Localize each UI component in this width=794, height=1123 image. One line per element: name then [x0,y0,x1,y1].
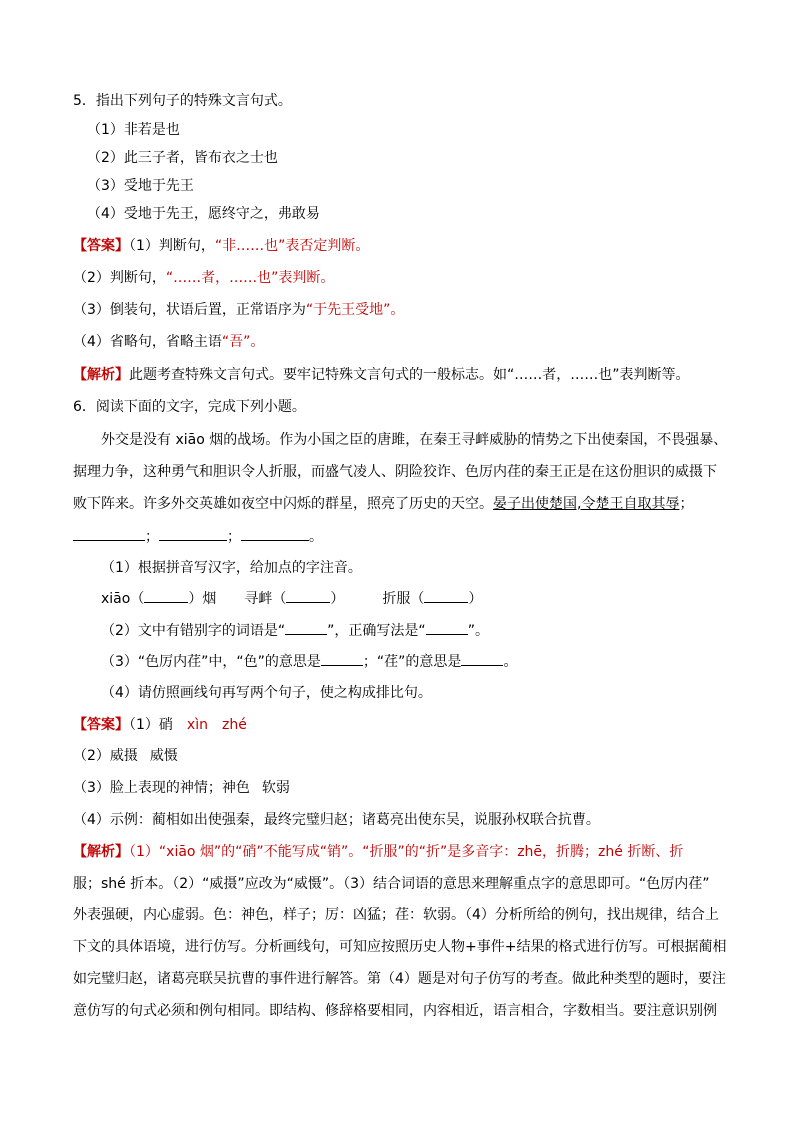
passage-line-2: 据理力争，这种勇气和胆识令人折服，而盛气凌人、阴险狡诈、色厉内荏的秦王正是在这份胆识的威摄下 [73,464,717,480]
answer-blank[interactable] [73,526,145,541]
q6-answer-4: （4）示例：蔺相如出使强秦，最终完璧归赵；诸葛亮出使东吴，说服孙权联合抗曹。 [73,812,600,828]
q5-answer-4: （4）省略句，省略主语“吾”。 [73,334,265,350]
q6-analysis-line-4: 下文的具体语境，进行仿写。分析画线句，可知应按照历史人物+事件+结果的格式进行仿写。可根据蔺相 [73,939,727,955]
q5-answer-3: （3）倒装句，状语后置，正常语序为“于先王受地”。 [73,302,405,318]
q6-answer-2: （2）威摄 威慑 [73,748,178,764]
passage-blanks: ； ； 。 [73,526,323,547]
answer-blank[interactable] [286,588,330,603]
underlined-sentence: 晏子出使楚国,令楚王自取其辱 [493,496,680,512]
q6-analysis-line-5: 如完璧归赵，诸葛亮联吴抗曹的事件进行解答。第（4）题是对句子仿写的考查。做此种类型的题时，要注 [73,971,726,987]
q5-item-4: （4）受地于先王，愿终守之，弗敢易 [87,206,320,222]
answer-blank[interactable] [285,620,327,635]
answer-blank[interactable] [159,526,227,541]
q5-analysis: 【解析】此题考查特殊文言句式。要牢记特殊文言句式的一般标志。如“……者，……也”表判断等。 [73,367,690,383]
q6-analysis-line-1: 【解析】（1）“xiāo 烟”的“硝”不能写成“销”。“折服”的“折”是多音字：zhē，折腾；zhé 折断、折 [73,844,684,860]
q6-analysis-line-3: 外表强硬，内心虚弱。色：神色，样子；厉：凶猛；荏：软弱。（4）分析所给的例句，找出规律，结合上 [73,907,719,923]
analysis-tag: 【解析】 [73,844,129,860]
q6-sub2: （2）文中有错别字的词语是“ ”，正确写法是“ ”。 [101,620,489,641]
q5-answer-2: （2）判断句，“……者，……也”表判断。 [73,270,335,286]
q5-item-3: （3）受地于先王 [87,178,194,194]
q6-sub4: （4）请仿照画线句再写两个句子，使之构成排比句。 [101,685,432,701]
answer-blank[interactable] [424,588,468,603]
q6-analysis-line-2: 服；shé 折本。（2）“威摄”应改为“威慑”。（3）结合词语的意思来理解重点字的意思即可。“色厉内荏” [73,876,710,892]
q5-item-1: （1）非若是也 [87,122,180,138]
q5-answer-1: 【答案】（1）判断句，“非……也”表否定判断。 [73,238,370,254]
q6-sub1: （1）根据拼音写汉字，给加点的字注音。 [101,560,362,576]
answer-tag: 【答案】 [73,717,129,733]
q6-title: 6．阅读下面的文字，完成下列小题。 [73,399,306,415]
q5-title: 5．指出下列句子的特殊文言句式。 [73,93,292,109]
answer-tag: 【答案】 [73,238,129,254]
answer-blank[interactable] [241,526,309,541]
q5-item-2: （2）此三子者，皆布衣之士也 [87,150,278,166]
q6-answer-1: 【答案】（1）硝 xìn zhé [73,717,247,733]
passage-line-1: 外交是没有 xiāo 烟的战场。作为小国之臣的唐雎，在秦王寻衅威胁的情势之下出使秦国，不畏强暴、 [101,432,728,448]
q6-answer-3: （3）脸上表现的神情；神色 软弱 [73,780,290,796]
answer-blank[interactable] [321,651,363,666]
q6-sub1-fields: xiāo（ ）烟 寻衅（ ） 折服（ ） [101,588,482,609]
q6-sub3: （3）“色厉内荏”中，“色”的意思是 ；“荏”的意思是 。 [101,651,517,672]
answer-blank[interactable] [144,588,188,603]
answer-blank[interactable] [426,620,468,635]
passage-line-3: 败下阵来。许多外交英雄如夜空中闪烁的群星，照亮了历史的天空。晏子出使楚国,令楚王自取其辱； [73,496,694,512]
q6-analysis-line-6: 意仿写的句式必须和例句相同。即结构、修辞格要相同，内容相近，语言相合，字数相当。要注意识别例 [73,1003,717,1019]
analysis-tag: 【解析】 [73,367,129,383]
answer-blank[interactable] [461,651,503,666]
